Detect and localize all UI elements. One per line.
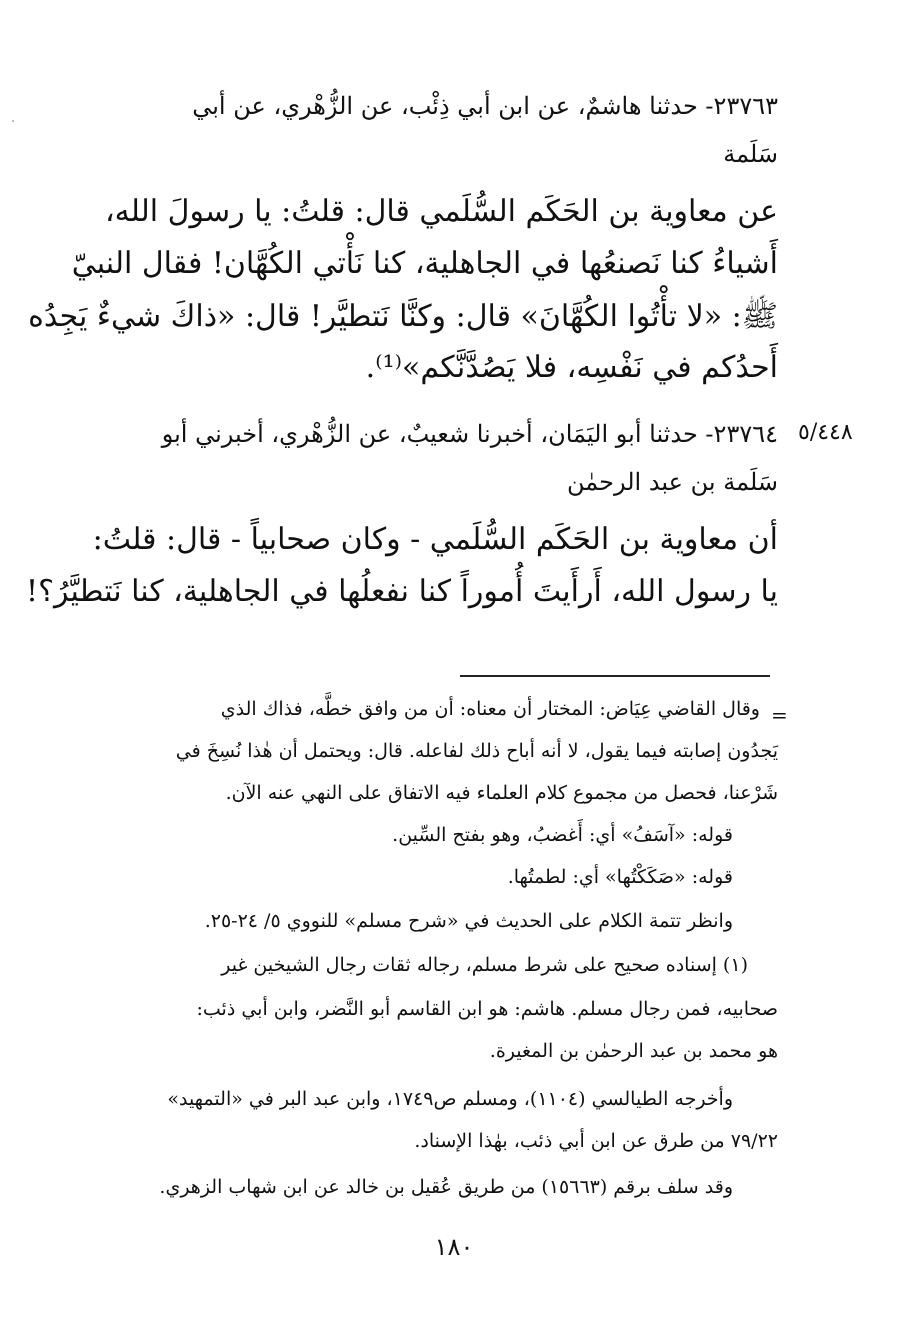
hadith-23763-isnad-line2: سَلَمة xyxy=(723,140,778,168)
hadith-23763-isnad-line1: ٢٣٧٦٣- حدثنا هاشمٌ، عن ابن أبي ذِئْب، عن الزُّهْري، عن أبي xyxy=(192,92,778,120)
footnote-line: وقال القاضي عِيَاض: المختار أن معناه: أن من وافق خطَّه، فذاك الذي xyxy=(220,698,760,720)
hadith-23764-matn-line1: أن معاوية بن الحَكَم السُّلَمي - وكان صحابياً - قال: قلتُ: xyxy=(92,522,778,557)
footnote-line: شَرْعنا، فحصل من مجموع كلام العلماء فيه الاتفاق على النهي عنه الآن. xyxy=(225,782,778,804)
page-number: ١٨٠ xyxy=(434,1233,474,1261)
scan-speck xyxy=(12,120,14,122)
footnote-line: ٧٩/٢٢ من طرق عن ابن أبي ذئب، بهٰذا الإسناد. xyxy=(414,1130,778,1152)
footnote-continuation-mark: = xyxy=(771,703,788,727)
footnote-line: وقد سلف برقم (١٥٦٦٣) من طريق عُقيل بن خالد عن ابن شهاب الزهري. xyxy=(159,1176,733,1198)
footnote-line: وأخرجه الطيالسي (١١٠٤)، ومسلم ص١٧٤٩، وابن عبد البر في «التمهيد» xyxy=(167,1088,733,1110)
footnote-separator xyxy=(460,675,770,677)
footnote-line: (١) إسناده صحيح على شرط مسلم، رجاله ثقات رجال الشيخين غير xyxy=(221,954,748,976)
footnote-line: صحابيه، فمن رجال مسلم. هاشم: هو ابن القاسم أبو النَّضر، وابن أبي ذئب: xyxy=(196,998,778,1020)
footnote-line: هو محمد بن عبد الرحمٰن بن المغيرة. xyxy=(489,1040,778,1062)
hadith-23764-matn-line2: يا رسول الله، أَرأَيتَ أُموراً كنا نفعلُها في الجاهلية، كنا نَتطيَّرُ؟! xyxy=(26,574,778,609)
hadith-23763-matn-line2: أَشياءُ كنا نَصنعُها في الجاهلية، كنا نَأْتي الكُهَّان! فقال النبيّ xyxy=(71,246,778,281)
hadith-23763-matn-line1: عن معاوية بن الحَكَم السُّلَمي قال: قلتُ: يا رسولَ الله، xyxy=(104,194,778,229)
footnote-line: قوله: «آسَفُ» أي: أَغضبُ، وهو بفتح السِّين. xyxy=(392,824,733,846)
margin-reference: ٥/٤٤٨ xyxy=(798,420,853,445)
hadith-23763-matn-line4: أَحدُكم في نَفْسِه، فلا يَصُدَّنَّكم»⁽¹⁾. xyxy=(365,350,778,385)
hadith-23764-isnad-line2: سَلَمة بن عبد الرحمٰن xyxy=(567,468,778,496)
hadith-23763-matn-line3: ﷺ: «لا تأْتُوا الكُهَّانَ» قال: وكنَّا نَتطيَّر! قال: «ذاكَ شيءٌ يَجِدُه xyxy=(28,299,778,334)
footnote-line: يَجدُون إصابته فيما يقول، لا أنه أباح ذلك لفاعله. قال: ويحتمل أن هٰذا نُسِخَ في xyxy=(175,740,778,762)
hadith-23764-isnad-line1: ٢٣٧٦٤- حدثنا أبو اليَمَان، أخبرنا شعيبٌ، عن الزُّهْري، أخبرني أبو xyxy=(161,420,778,448)
footnote-line: وانظر تتمة الكلام على الحديث في «شرح مسلم» للنووي ٥/ ٢٤-٢٥. xyxy=(204,910,733,932)
footnote-line: قوله: «صَكَكْتُها» أي: لطمتُها. xyxy=(507,866,733,888)
